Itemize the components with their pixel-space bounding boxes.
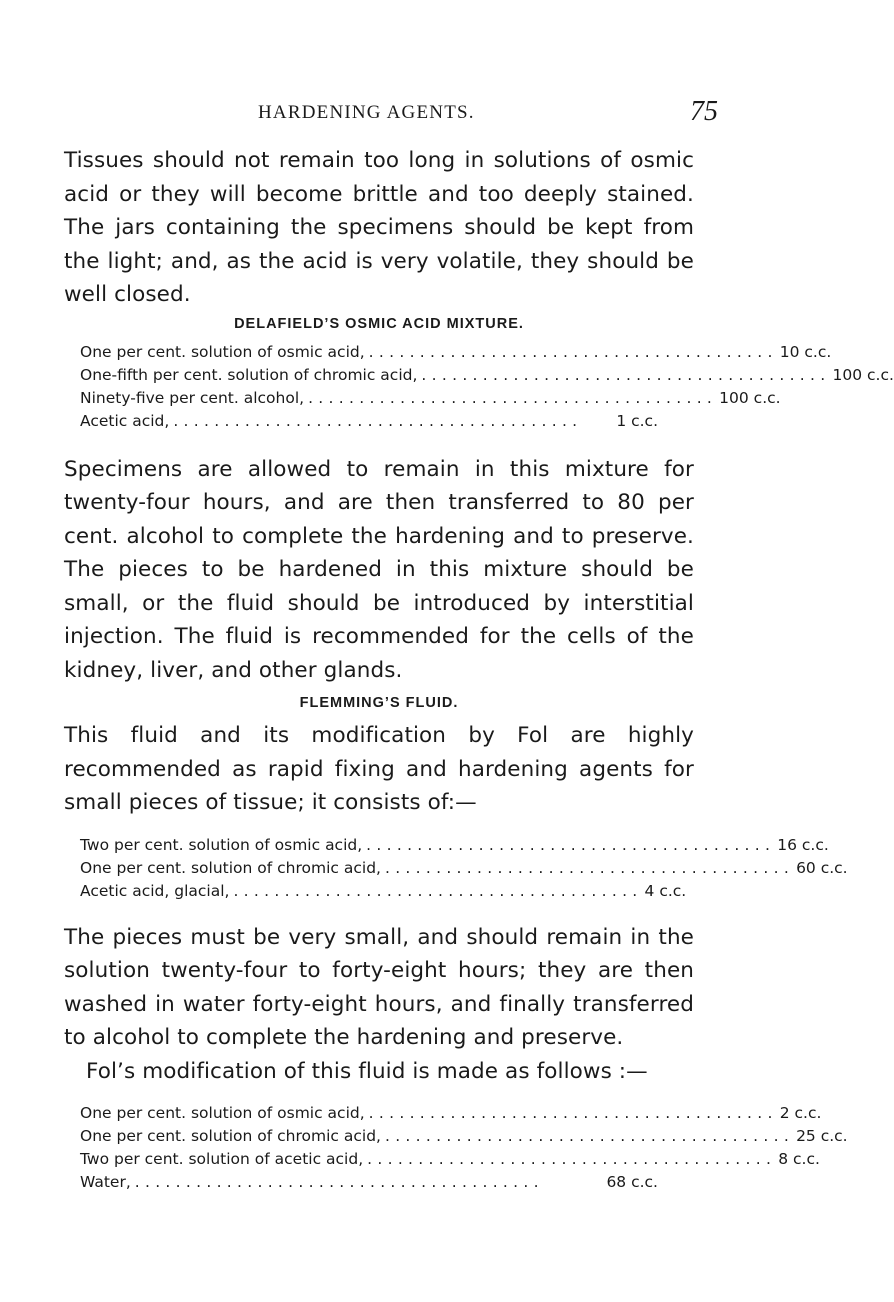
- ingredient: One-fifth per cent. solution of chromic acid,: [80, 365, 418, 384]
- quantity: 16 c.c.: [777, 835, 829, 854]
- paragraph-osmic-acid-caution: Tissues should not remain too long in solutions of osmic acid or they will become brittle and too deeply stained. The jars containing the specimens should be kept from the light; and, as the acid is very volatile, they should be well closed.: [64, 148, 694, 307]
- ingredient: One per cent. solution of chromic acid,: [80, 858, 381, 877]
- ingredient: Ninety-five per cent. alcohol,: [80, 388, 305, 407]
- leader-dots: ........................................: [368, 1104, 778, 1122]
- quantity: 8 c.c.: [778, 1150, 820, 1168]
- quantity: 100 c.c.: [832, 365, 894, 384]
- leader-dots: ........................................: [368, 342, 778, 361]
- formula-row: [80, 857, 848, 880]
- formula-row: [80, 410, 658, 433]
- paragraph-flemming-usage: The pieces must be very small, and should remain in the solution twenty-four to forty-eight hours; they are then washed in water forty-eight hours, and finally transferred to alcohol to complete the hardening and preserve.: [64, 924, 694, 1050]
- formula-row: [80, 1125, 848, 1148]
- ingredient: Water,: [80, 1173, 131, 1191]
- formula-row: [80, 1148, 820, 1171]
- page-header: [0, 96, 800, 130]
- quantity: 25 c.c.: [796, 1127, 848, 1145]
- quantity: 100 c.c.: [719, 388, 781, 407]
- leader-dots: ........................................: [173, 411, 583, 430]
- formula-row: [80, 364, 894, 387]
- leader-dots: ........................................: [384, 858, 795, 877]
- quantity: 1 c.c.: [616, 411, 658, 430]
- ingredient: Two per cent. solution of osmic acid,: [80, 835, 363, 854]
- leader-dots: ........................................: [134, 1173, 544, 1191]
- leader-dots: ........................................: [421, 365, 831, 384]
- leader-dots: ........................................: [308, 388, 718, 407]
- quantity: 60 c.c.: [796, 858, 848, 877]
- page-body: [64, 144, 894, 1194]
- paragraph-delafield-usage: Specimens are allowed to remain in this mixture for twenty-four hours, and are then transferred to 80 per cent. alcohol to complete the hardening and to preserve. The pieces to be hardened in this mixture should be small, or the fluid should be introduced by interstitial injection. The fluid is recommended for the cells of the kidney, liver, and other glands.: [64, 456, 694, 683]
- ingredient: One per cent. solution of osmic acid,: [80, 1104, 365, 1122]
- quantity: 4 c.c.: [644, 881, 687, 900]
- ingredient: One per cent. solution of chromic acid,: [80, 1127, 381, 1145]
- paragraph-fol-intro: Fol’s modification of this fluid is made as follows :—: [86, 1058, 648, 1084]
- quantity: 2 c.c.: [779, 1104, 822, 1122]
- formula-row: [80, 341, 832, 364]
- running-head: HARDENING AGENTS.: [258, 102, 475, 123]
- formula-row: [80, 387, 781, 410]
- leader-dots: ........................................: [367, 1150, 777, 1168]
- ingredient: Two per cent. solution of acetic acid,: [80, 1150, 364, 1168]
- leader-dots: ........................................: [366, 835, 776, 854]
- ingredient: Acetic acid,: [80, 411, 170, 430]
- formula-flemming: [64, 834, 848, 903]
- ingredient: One per cent. solution of osmic acid,: [80, 342, 365, 361]
- leader-dots: ........................................: [384, 1127, 795, 1145]
- formula-row: [80, 1102, 822, 1125]
- formula-row: [80, 880, 687, 903]
- heading-flemming: FLEMMING’S FLUID.: [299, 695, 459, 711]
- formula-row: [80, 1171, 658, 1194]
- formula-delafield: [64, 341, 894, 433]
- leader-dots: ........................................: [233, 881, 643, 900]
- formula-row: [80, 834, 829, 857]
- heading-delafield: DELAFIELD’S OSMIC ACID MIXTURE.: [234, 315, 524, 332]
- ingredient: Acetic acid, glacial,: [80, 881, 230, 900]
- quantity: 68 c.c.: [606, 1173, 658, 1191]
- page-number: 75: [690, 96, 718, 127]
- formula-fol: [64, 1102, 848, 1194]
- quantity: 10 c.c.: [779, 342, 832, 361]
- paragraph-flemming-intro: This fluid and its modification by Fol are highly recommended as rapid fixing and hardening agents for small pieces of tissue; it consists of:—: [64, 723, 694, 815]
